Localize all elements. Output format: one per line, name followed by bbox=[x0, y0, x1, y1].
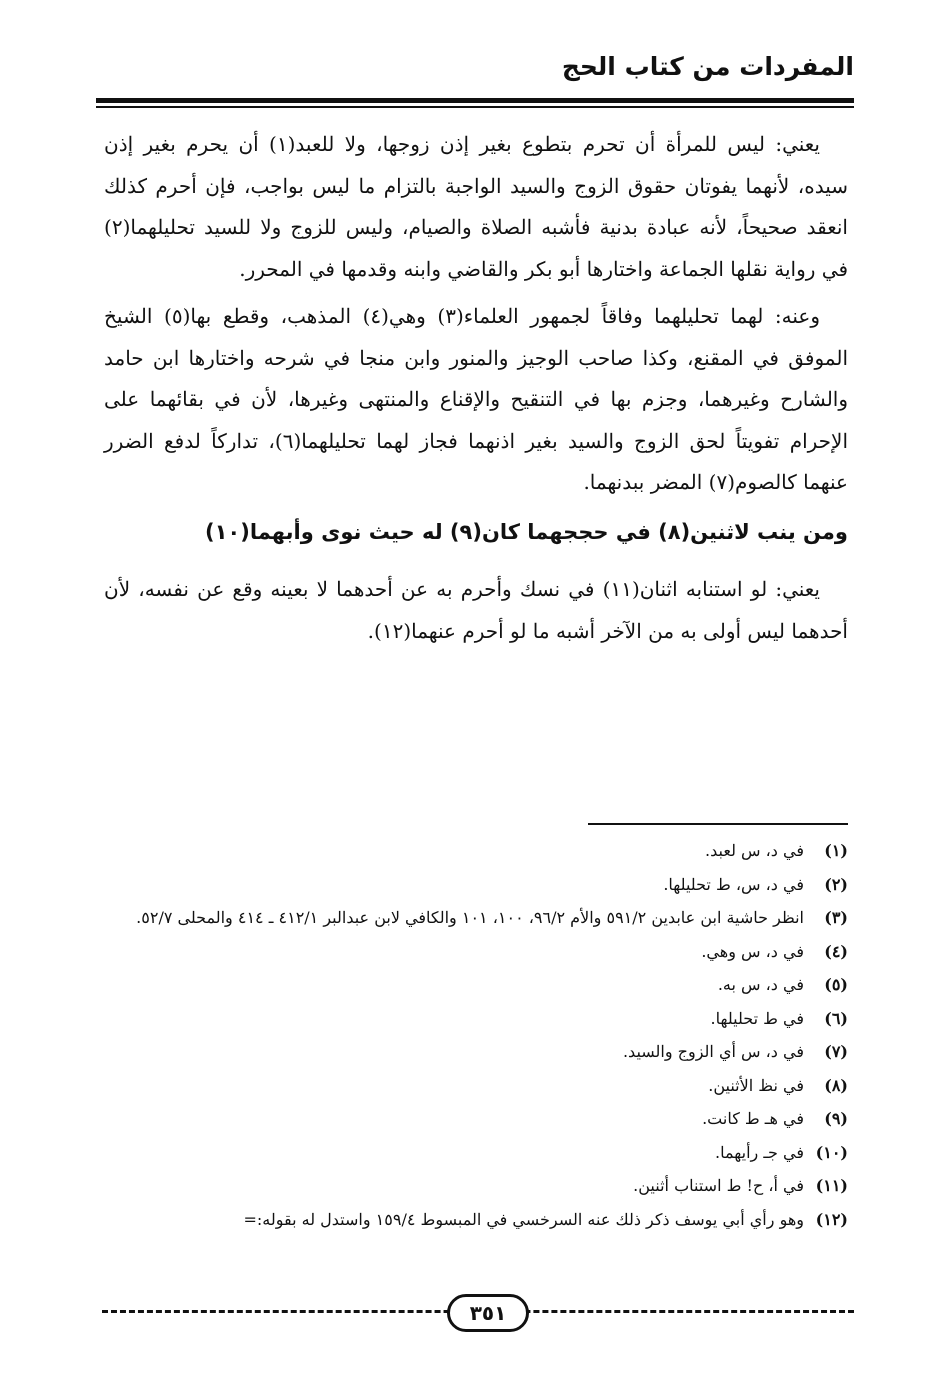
footnote-text: في د، س لعبد. bbox=[705, 841, 804, 860]
footnote-separator bbox=[588, 823, 848, 825]
footnote-item bbox=[104, 968, 848, 1002]
footnote-item bbox=[104, 935, 848, 969]
footnote-text: في د، س به. bbox=[717, 975, 804, 994]
footnote-number: (٦) bbox=[824, 1008, 848, 1028]
footnote-item bbox=[104, 1102, 848, 1136]
footnote-number: (٣) bbox=[824, 908, 848, 927]
footnote-number: (١٢) bbox=[815, 1209, 848, 1229]
page-footer bbox=[102, 1294, 854, 1330]
footnote-text: في د، س أي الزوج والسيد. bbox=[622, 1042, 804, 1061]
footnote-text: انظر حاشية ابن عابدين ٥٩١/٢ والأم ٩٦/٢، ١٠٠، ١٠١ والكافي لابن عبدالبر ٤١٢/١ ـ ٤١٤ والمحلى ٥٢/٧. bbox=[136, 908, 804, 927]
footnote-item bbox=[104, 901, 848, 935]
verse-heading: ومن ينب لاثنين(٨) في حججهما كان(٩) له حيث نوى وأبهما(١٠) bbox=[205, 519, 848, 544]
header-title: المفردات من كتاب الحج bbox=[561, 52, 854, 81]
footnote-number: (٨) bbox=[824, 1075, 848, 1095]
paragraph-2: وعنه: لهما تحليلهما وفاقاً لجمهور العلماء(٣) وهي(٤) المذهب، وقطع بها(٥) الشيخ الموفق في المقنع، وكذا صاحب الوجيز والمنور وابن منجا في شرحه واختارها ابن حامد والشارح وغيرهما، وجزم بها في التنقيح والإقناع والمنتهى وغيرها، لأن في بقائهما على الإحرام تفويتاً لحق الزوج والسيد بغير اذنهما فجاز لهما تحليلهما(٦)، تداركاً لدفع الضرر عنهما كالصوم(٧) المضر ببدنهما. bbox=[104, 304, 848, 494]
footnote-number: (٢) bbox=[824, 874, 848, 894]
footnote-number: (١٠) bbox=[815, 1142, 848, 1162]
footnote-text: في ط تحليلها. bbox=[710, 1008, 804, 1028]
footnote-number: (٧) bbox=[824, 1042, 848, 1061]
footnote-item bbox=[104, 868, 848, 902]
footnote-item bbox=[104, 1169, 848, 1203]
footnote-text: في جـ رأيهما. bbox=[715, 1142, 804, 1162]
paragraph-3: يعني: لو استنابه اثنان(١١) في نسك وأحرم به عن أحدهما لا بعينه وقع عن نفسه، لأن أحدهما ليس أولى به من الآخر أشبه ما لو أحرم عنهما(١٢). bbox=[104, 577, 848, 643]
footnote-number: (٩) bbox=[824, 1109, 848, 1128]
header-rule-thin bbox=[96, 106, 854, 108]
footnote-item bbox=[104, 1002, 848, 1036]
paragraph-1: يعني: ليس للمرأة أن تحرم بتطوع بغير إذن زوجها، ولا للعبد(١) أن يحرم بغير إذن سيده، لأنهما يفوتان حقوق الزوج والسيد الواجبة بالتزام ما ليس بواجب، فإن أحرم كذلك انعقد صحيحاً، لأنه عبادة بدنية فأشبه الصلاة والصيام، وليس للزوج ولا للسيد تحليلهما(٢) في رواية نقلها الجماعة واختارها أبو بكر والقاضي وابنه وقدمها في المحرر. bbox=[104, 132, 848, 281]
footnote-text: في د، س، ط تحليلها. bbox=[663, 874, 804, 894]
footnote-item bbox=[104, 1035, 848, 1069]
footnote-number: (١) bbox=[824, 841, 848, 860]
main-text bbox=[104, 124, 848, 658]
footnote-number: (٥) bbox=[824, 975, 848, 994]
running-header bbox=[90, 48, 854, 92]
footnote-text: في أ، ح! ط استناب أثنين. bbox=[633, 1176, 804, 1195]
footnote-item bbox=[104, 1203, 848, 1237]
footnote-number: (١١) bbox=[815, 1176, 848, 1195]
footnote-text: وهو رأي أبي يوسف ذكر ذلك عنه السرخسي في المبسوط ١٥٩/٤ واستدل له بقوله:= bbox=[243, 1209, 804, 1229]
footnote-item bbox=[104, 1136, 848, 1170]
footnote-item bbox=[104, 1069, 848, 1103]
footnote-text: في هـ ط كانت. bbox=[702, 1109, 804, 1128]
page-number: ٣٥١ bbox=[447, 1294, 529, 1332]
footnote-text: في د، س وهي. bbox=[701, 941, 804, 961]
footnote-text: في نظ الأثنين. bbox=[708, 1075, 804, 1095]
footnote-item bbox=[104, 834, 848, 868]
header-rule-thick bbox=[96, 98, 854, 103]
footnote-number: (٤) bbox=[824, 941, 848, 961]
footnotes bbox=[104, 834, 848, 1236]
